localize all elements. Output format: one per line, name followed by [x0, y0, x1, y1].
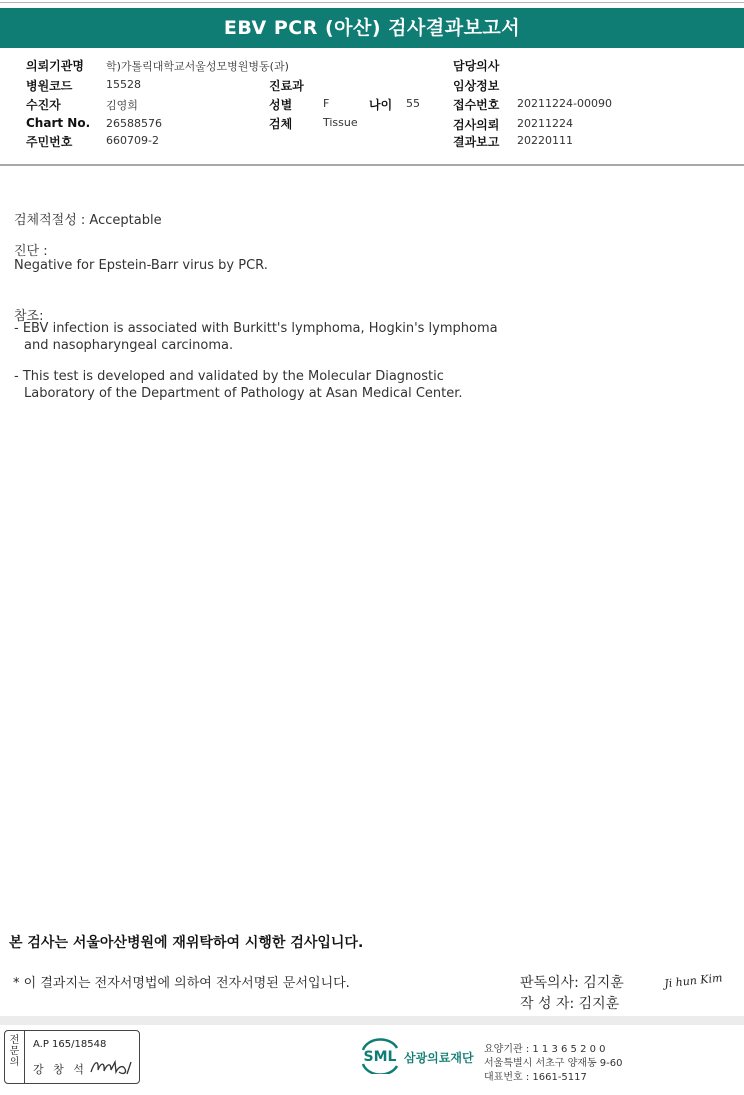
pathologist-license: A.P 165/18548	[33, 1039, 107, 1050]
resident-no-value: 660709-2	[106, 134, 159, 147]
request-date-label: 검사의뢰	[453, 118, 500, 132]
esignature-note: * 이 결과지는 전자서명법에 의하여 전자서명된 문서입니다.	[13, 976, 350, 991]
certification-box	[4, 1030, 140, 1084]
organization-phone: 대표번호 : 1661-5117	[484, 1072, 587, 1083]
reference-2-line-1: - This test is developed and validated by the Molecular Diagnostic	[14, 369, 444, 384]
info-divider	[0, 164, 744, 166]
diagnosis-label: 진단 :	[14, 244, 48, 259]
specialist-tag: 전문의	[5, 1031, 25, 1083]
specimen-adequacy: 검체적절성 : Acceptable	[14, 213, 162, 228]
receipt-no-value: 20211224-00090	[517, 97, 612, 110]
outsourcing-notice: 본 검사는 서울아산병원에 재위탁하여 시행한 검사입니다.	[9, 935, 364, 951]
reference-2-line-2: Laboratory of the Department of Pathology at Asan Medical Center.	[24, 386, 463, 401]
sex-value: F	[323, 97, 330, 110]
hospital-code-value: 15528	[106, 78, 141, 91]
patient-label: 수진자	[26, 98, 61, 112]
institution-value: 학)가톨릭대학교서울성모병원병동(과)	[106, 60, 289, 73]
reference-1-line-1: - EBV infection is associated with Burkitt's lymphoma, Hogkin's lymphoma	[14, 321, 498, 336]
report-date-value: 20220111	[517, 134, 573, 147]
reference-1-line-2: and nasopharyngeal carcinoma.	[24, 338, 234, 353]
diagnosis-text: Negative for Epstein-Barr virus by PCR.	[14, 258, 268, 273]
organization-address: 서울특별시 서초구 양재동 9-60	[484, 1058, 623, 1069]
receipt-no-label: 접수번호	[453, 98, 500, 112]
institution-code: 요양기관 : 1 1 3 6 5 2 0 0	[484, 1044, 606, 1055]
pathologist-name: 강 창 석	[33, 1063, 87, 1076]
pathologist-signature-icon	[89, 1056, 133, 1078]
age-label: 나이	[369, 98, 393, 112]
specimen-label: 검체	[269, 117, 293, 131]
institution-label: 의뢰기관명	[26, 59, 84, 73]
report-date-label: 결과보고	[453, 135, 500, 149]
reading-doctor: 판독의사: 김지훈	[520, 975, 624, 991]
reference-label: 참조:	[14, 309, 44, 324]
sml-logo-icon	[357, 1038, 403, 1074]
doctor-signature-image	[662, 966, 730, 992]
request-date-value: 20211224	[517, 117, 573, 130]
doctor-label: 담당의사	[453, 59, 500, 73]
chart-no-label: Chart No.	[26, 116, 91, 130]
specimen-value: Tissue	[323, 116, 358, 129]
sex-label: 성별	[269, 98, 293, 112]
hospital-code-label: 병원코드	[26, 79, 73, 93]
svg-text:SML: SML	[363, 1049, 397, 1065]
chart-no-value: 26588576	[106, 117, 162, 130]
age-value: 55	[406, 97, 420, 110]
report-title: EBV PCR (아산) 검사결과보고서	[0, 8, 744, 48]
top-rule	[0, 2, 744, 3]
clinical-info-label: 임상정보	[453, 79, 500, 93]
organization-name: 삼광의료재단	[404, 1051, 474, 1065]
footer-band	[0, 1016, 744, 1025]
department-label: 진료과	[269, 79, 304, 93]
patient-value: 김영희	[106, 99, 138, 112]
svg-text:Ji hun Kim: Ji hun Kim	[663, 971, 724, 991]
report-writer: 작 성 자: 김지훈	[520, 996, 620, 1012]
resident-no-label: 주민번호	[26, 135, 73, 149]
